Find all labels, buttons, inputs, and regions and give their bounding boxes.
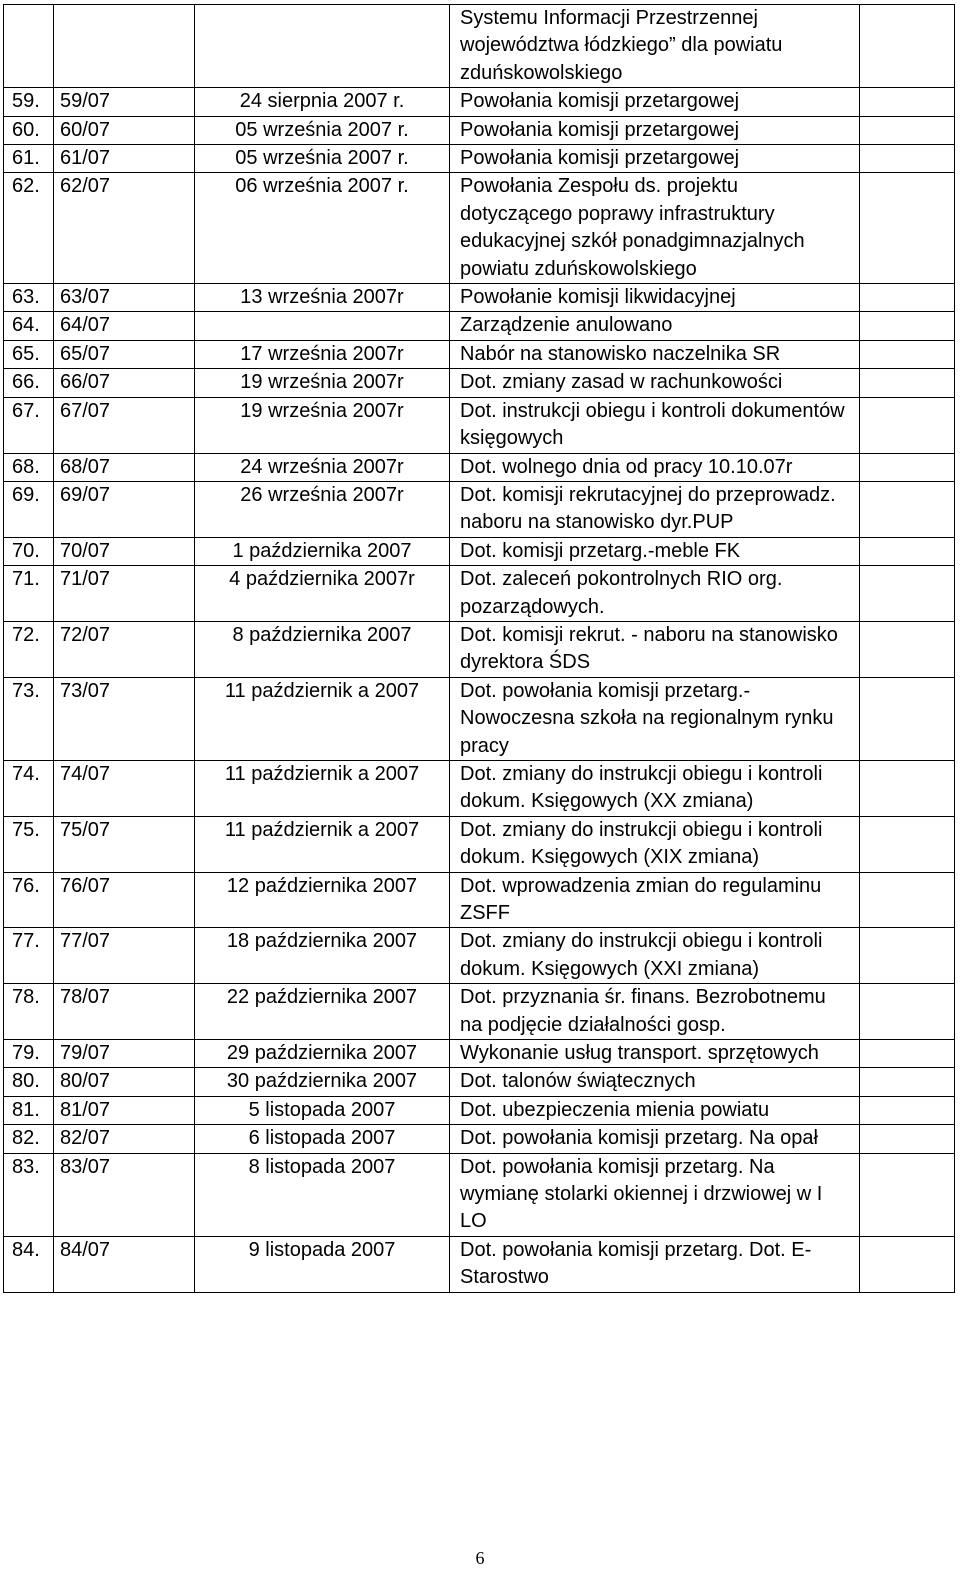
cell-description: Dot. powołania komisji przetarg. Na wymianę stolarki okiennej i drzwiowej w I LO — [450, 1153, 860, 1236]
cell-empty — [860, 1068, 955, 1096]
table-row — [4, 369, 955, 397]
cell-date: 05 września 2007 r. — [195, 116, 450, 144]
cell-reference: 61/07 — [54, 145, 195, 173]
cell-date: 8 listopada 2007 — [195, 1153, 450, 1236]
cell-reference: 79/07 — [54, 1040, 195, 1068]
cell-number: 66. — [4, 369, 54, 397]
table-row — [4, 453, 955, 481]
cell-date — [195, 5, 450, 88]
cell-description: Dot. komisji przetarg.-meble FK — [450, 537, 860, 565]
cell-description: Dot. przyznania śr. finans. Bezrobotnemu na podjęcie działalności gosp. — [450, 984, 860, 1040]
cell-empty — [860, 369, 955, 397]
cell-number: 79. — [4, 1040, 54, 1068]
cell-description: Dot. zmiany do instrukcji obiegu i kontroli dokum. Księgowych (XXI zmiana) — [450, 928, 860, 984]
cell-reference: 82/07 — [54, 1125, 195, 1153]
cell-empty — [860, 5, 955, 88]
table-row — [4, 928, 955, 984]
cell-empty — [860, 677, 955, 760]
cell-number: 83. — [4, 1153, 54, 1236]
table-row — [4, 984, 955, 1040]
cell-empty — [860, 928, 955, 984]
cell-reference: 84/07 — [54, 1236, 195, 1292]
cell-number: 62. — [4, 173, 54, 284]
cell-date: 30 października 2007 — [195, 1068, 450, 1096]
cell-empty — [860, 816, 955, 872]
cell-empty — [860, 116, 955, 144]
cell-number: 76. — [4, 872, 54, 928]
table-row — [4, 1040, 955, 1068]
cell-empty — [860, 88, 955, 116]
cell-date: 17 września 2007r — [195, 340, 450, 368]
cell-date: 11 październik a 2007 — [195, 816, 450, 872]
cell-number: 67. — [4, 397, 54, 453]
cell-reference — [54, 5, 195, 88]
table-row-continuation — [4, 5, 955, 88]
cell-date: 11 październik a 2007 — [195, 677, 450, 760]
table-row — [4, 621, 955, 677]
cell-date: 19 września 2007r — [195, 397, 450, 453]
cell-date: 22 października 2007 — [195, 984, 450, 1040]
cell-empty — [860, 1125, 955, 1153]
cell-reference: 72/07 — [54, 621, 195, 677]
cell-reference: 76/07 — [54, 872, 195, 928]
cell-number: 65. — [4, 340, 54, 368]
cell-number: 84. — [4, 1236, 54, 1292]
cell-empty — [860, 1236, 955, 1292]
cell-reference: 69/07 — [54, 481, 195, 537]
cell-number: 71. — [4, 566, 54, 622]
cell-reference: 64/07 — [54, 312, 195, 340]
cell-description: Powołanie komisji likwidacyjnej — [450, 284, 860, 312]
cell-description: Dot. powołania komisji przetarg.- Nowoczesna szkoła na regionalnym rynku pracy — [450, 677, 860, 760]
cell-reference: 70/07 — [54, 537, 195, 565]
cell-description: Dot. wolnego dnia od pracy 10.10.07r — [450, 453, 860, 481]
cell-number: 63. — [4, 284, 54, 312]
cell-description: Dot. talonów świątecznych — [450, 1068, 860, 1096]
cell-empty — [860, 284, 955, 312]
cell-number: 81. — [4, 1096, 54, 1124]
cell-number: 75. — [4, 816, 54, 872]
table-body — [4, 5, 955, 1293]
cell-date: 29 października 2007 — [195, 1040, 450, 1068]
cell-date: 26 września 2007r — [195, 481, 450, 537]
cell-date: 06 września 2007 r. — [195, 173, 450, 284]
cell-empty — [860, 872, 955, 928]
cell-empty — [860, 984, 955, 1040]
cell-reference: 60/07 — [54, 116, 195, 144]
cell-description: Dot. zmiany do instrukcji obiegu i kontroli dokum. Księgowych (XX zmiana) — [450, 760, 860, 816]
cell-description: Dot. ubezpieczenia mienia powiatu — [450, 1096, 860, 1124]
cell-empty — [860, 340, 955, 368]
cell-reference: 65/07 — [54, 340, 195, 368]
cell-reference: 78/07 — [54, 984, 195, 1040]
cell-empty — [860, 1153, 955, 1236]
table-row — [4, 284, 955, 312]
cell-description: Dot. zaleceń pokontrolnych RIO org. pozarządowych. — [450, 566, 860, 622]
cell-number: 72. — [4, 621, 54, 677]
cell-empty — [860, 537, 955, 565]
cell-reference: 77/07 — [54, 928, 195, 984]
cell-empty — [860, 312, 955, 340]
cell-description: Powołania komisji przetargowej — [450, 145, 860, 173]
cell-reference: 73/07 — [54, 677, 195, 760]
table-row — [4, 760, 955, 816]
cell-date: 8 października 2007 — [195, 621, 450, 677]
cell-description: Powołania komisji przetargowej — [450, 88, 860, 116]
cell-number: 61. — [4, 145, 54, 173]
cell-empty — [860, 621, 955, 677]
cell-date — [195, 312, 450, 340]
cell-date: 1 października 2007 — [195, 537, 450, 565]
cell-description: Nabór na stanowisko naczelnika SR — [450, 340, 860, 368]
cell-date: 6 listopada 2007 — [195, 1125, 450, 1153]
table-row — [4, 566, 955, 622]
cell-description: Powołania komisji przetargowej — [450, 116, 860, 144]
table-row — [4, 537, 955, 565]
cell-number: 64. — [4, 312, 54, 340]
cell-date: 12 października 2007 — [195, 872, 450, 928]
cell-empty — [860, 145, 955, 173]
cell-reference: 75/07 — [54, 816, 195, 872]
table-row — [4, 145, 955, 173]
cell-description: Zarządzenie anulowano — [450, 312, 860, 340]
cell-date: 18 października 2007 — [195, 928, 450, 984]
cell-empty — [860, 1096, 955, 1124]
cell-description: Dot. instrukcji obiegu i kontroli dokumentów księgowych — [450, 397, 860, 453]
cell-number — [4, 5, 54, 88]
cell-number: 82. — [4, 1125, 54, 1153]
cell-empty — [860, 481, 955, 537]
cell-date: 5 listopada 2007 — [195, 1096, 450, 1124]
table-row — [4, 397, 955, 453]
table-row — [4, 173, 955, 284]
cell-reference: 66/07 — [54, 369, 195, 397]
cell-description: Dot. powołania komisji przetarg. Dot. E- Starostwo — [450, 1236, 860, 1292]
cell-number: 78. — [4, 984, 54, 1040]
cell-date: 9 listopada 2007 — [195, 1236, 450, 1292]
cell-empty — [860, 1040, 955, 1068]
cell-description: Dot. powołania komisji przetarg. Na opał — [450, 1125, 860, 1153]
cell-date: 24 września 2007r — [195, 453, 450, 481]
cell-number: 77. — [4, 928, 54, 984]
cell-description: Dot. zmiany zasad w rachunkowości — [450, 369, 860, 397]
table-row — [4, 872, 955, 928]
table-row — [4, 1068, 955, 1096]
cell-empty — [860, 566, 955, 622]
cell-empty — [860, 453, 955, 481]
cell-reference: 74/07 — [54, 760, 195, 816]
cell-date: 13 września 2007r — [195, 284, 450, 312]
table-row — [4, 677, 955, 760]
cell-reference: 59/07 — [54, 88, 195, 116]
table-row — [4, 116, 955, 144]
cell-description: Dot. wprowadzenia zmian do regulaminu ZSFF — [450, 872, 860, 928]
table-row — [4, 481, 955, 537]
cell-number: 60. — [4, 116, 54, 144]
cell-date: 24 sierpnia 2007 r. — [195, 88, 450, 116]
cell-description: Dot. komisji rekrut. - naboru na stanowisko dyrektora ŚDS — [450, 621, 860, 677]
resolutions-table — [3, 4, 955, 1293]
table-row — [4, 816, 955, 872]
cell-description: Dot. zmiany do instrukcji obiegu i kontroli dokum. Księgowych (XIX zmiana) — [450, 816, 860, 872]
cell-empty — [860, 397, 955, 453]
cell-reference: 71/07 — [54, 566, 195, 622]
cell-reference: 68/07 — [54, 453, 195, 481]
cell-description: Dot. komisji rekrutacyjnej do przeprowadz. naboru na stanowisko dyr.PUP — [450, 481, 860, 537]
table-row — [4, 1153, 955, 1236]
table-row — [4, 1236, 955, 1292]
cell-number: 69. — [4, 481, 54, 537]
cell-description: Powołania Zespołu ds. projektu dotyczącego poprawy infrastruktury edukacyjnej szkół ponadgimnazjalnych powiatu zduńskowolskiego — [450, 173, 860, 284]
cell-date: 05 września 2007 r. — [195, 145, 450, 173]
cell-date: 11 październik a 2007 — [195, 760, 450, 816]
cell-description: Wykonanie usług transport. sprzętowych — [450, 1040, 860, 1068]
cell-reference: 81/07 — [54, 1096, 195, 1124]
cell-date: 19 września 2007r — [195, 369, 450, 397]
cell-number: 73. — [4, 677, 54, 760]
table-row — [4, 312, 955, 340]
cell-date: 4 października 2007r — [195, 566, 450, 622]
table-row — [4, 88, 955, 116]
page-number: 6 — [475, 1548, 485, 1568]
cell-reference: 67/07 — [54, 397, 195, 453]
cell-reference: 62/07 — [54, 173, 195, 284]
cell-number: 59. — [4, 88, 54, 116]
cell-empty — [860, 760, 955, 816]
cell-number: 68. — [4, 453, 54, 481]
table-row — [4, 1125, 955, 1153]
table-row — [4, 1096, 955, 1124]
cell-description: Systemu Informacji Przestrzennej województwa łódzkiego” dla powiatu zduńskowolskiego — [450, 5, 860, 88]
cell-number: 74. — [4, 760, 54, 816]
cell-number: 70. — [4, 537, 54, 565]
table-row — [4, 340, 955, 368]
cell-number: 80. — [4, 1068, 54, 1096]
cell-reference: 63/07 — [54, 284, 195, 312]
cell-reference: 83/07 — [54, 1153, 195, 1236]
cell-empty — [860, 173, 955, 284]
cell-reference: 80/07 — [54, 1068, 195, 1096]
